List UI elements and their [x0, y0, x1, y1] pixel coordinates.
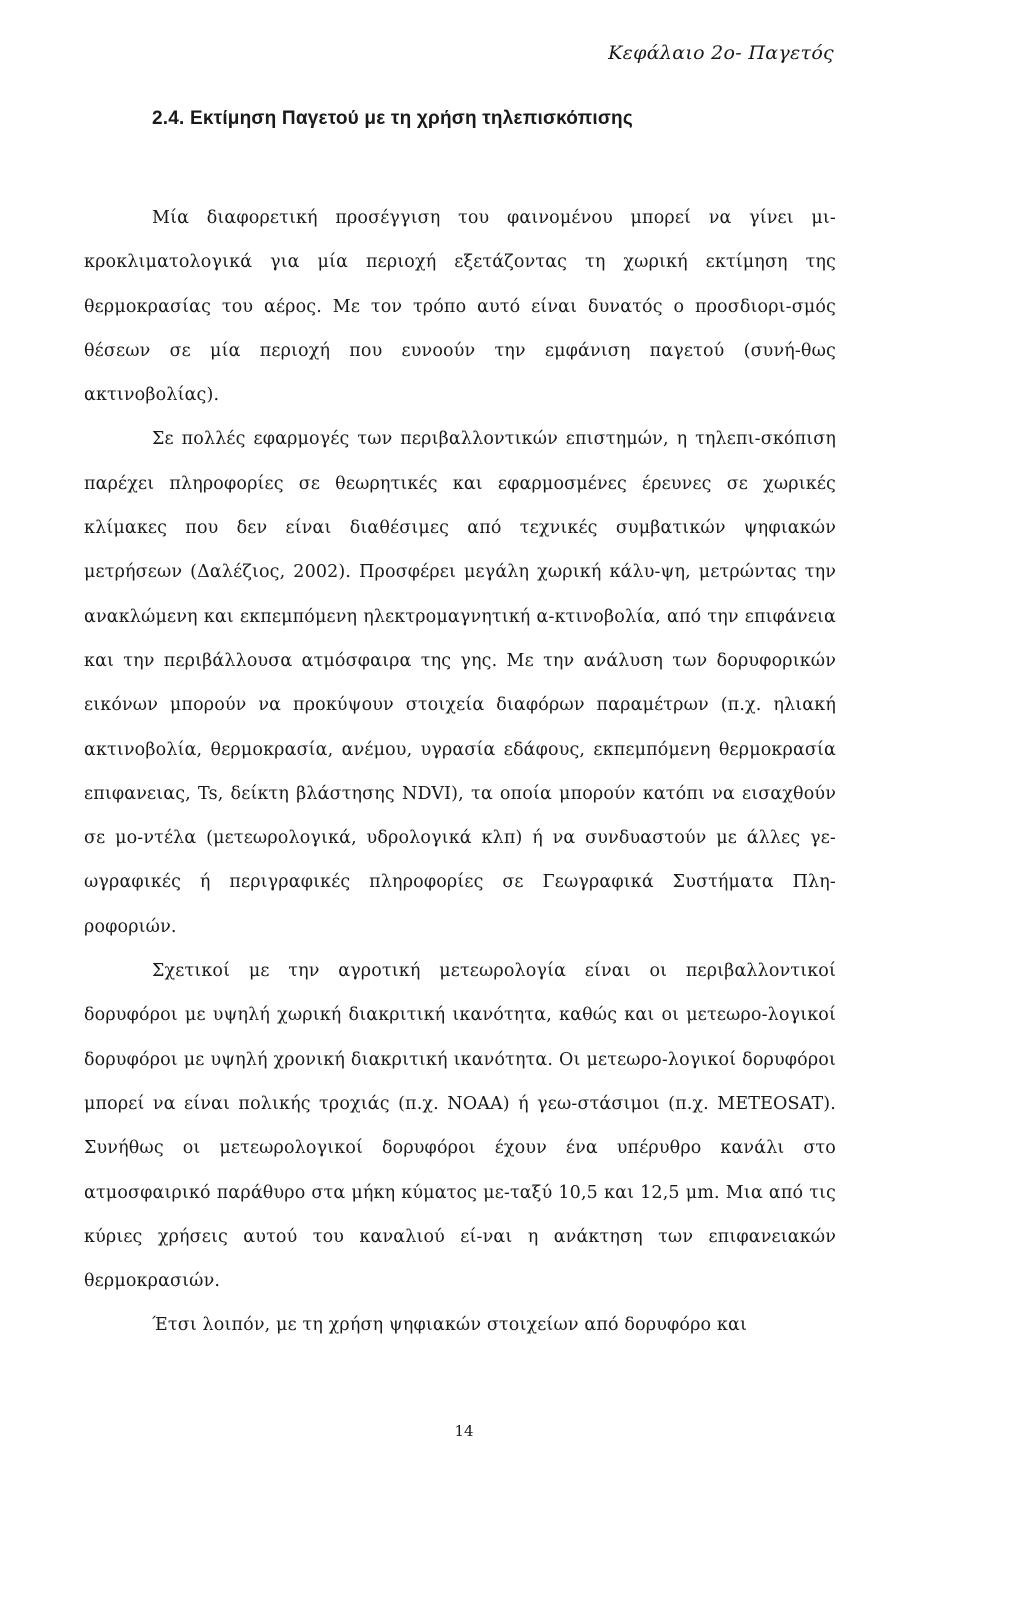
paragraph-satellites: Σχετικοί με την αγροτική μετεωρολογία είναι οι περιβαλλοντικοί δορυφόροι με υψηλή χωρική διακριτική ικανότητα, καθώς και οι μετεωρο-λογικοί δορυφόροι με υψηλή χρονική διακριτική ικανότητα. Οι μετεωρο-λογικοί δορυφόροι μπορεί να είναι πολικής τροχιάς (π.χ. NOAA) ή γεω-στάσιμοι (π.χ. METEOSAT). Συνήθως οι μετεωρολογικοί δορυφόροι έχουν ένα υπέρυθρο κανάλι στο ατμοσφαιρικό παράθυρο στα μήκη κύματος με-ταξύ 10,5 και 12,5 μm. Μια από τις κύριες χρήσεις αυτού του καναλιού εί-ναι η ανάκτηση των επιφανειακών θερμοκρασιών.: [84, 961, 836, 1292]
paragraph-conclusion: Έτσι λοιπόν, με τη χρήση ψηφιακών στοιχείων από δορυφόρο και: [152, 1315, 747, 1336]
page-number: 14: [454, 1422, 474, 1440]
running-header: Κεφάλαιο 2ο- Παγετός: [608, 42, 834, 64]
paragraph-remote-sensing: Σε πολλές εφαρμογές των περιβαλλοντικών επιστημών, η τηλεπι-σκόπιση παρέχει πληροφορίες σε θεωρητικές και εφαρμοσμένες έρευνες σε χωρικές κλίμακες που δεν είναι διαθέσιμες από τεχνικές συμβατικών ψηφιακών μετρήσεων (Δαλέζιος, 2002). Προσφέρει μεγάλη χωρική κάλυ-ψη, μετρώντας την ανακλώμενη και εκπεμπόμενη ηλεκτρομαγνητική α-κτινοβολία, από την επιφάνεια και την περιβάλλουσα ατμόσφαιρα της γης. Με την ανάλυση των δορυφορικών εικόνων μπορούν να προκύψουν στοιχεία διαφόρων παραμέτρων (π.χ. ηλιακή ακτινοβολία, θερμοκρασία, ανέμου, υγρασία εδάφους, εκπεμπόμενη θερμοκρασία επιφανειας, Ts, δείκτη βλάστησης NDVI), τα οποία μπορούν κατόπι να εισαχθούν σε μο-ντέλα (μετεωρολογικά, υδρολογικά κλπ) ή να συνδυαστούν με άλλες γε-ωγραφικές ή περιγραφικές πληροφορίες σε Γεωγραφικά Συστήματα Πλη-ροφοριών.: [84, 429, 836, 937]
section-title: 2.4. Εκτίμηση Παγετού με τη χρήση τηλεπισκόπισης: [152, 108, 633, 129]
paragraph-microclimate: Μία διαφορετική προσέγγιση του φαινομένου μπορεί να γίνει μι-κροκλιματολογικά για μία περιοχή εξετάζοντας τη χωρική εκτίμηση της θερμοκρασίας του αέρος. Με τον τρόπο αυτό είναι δυνατός ο προσδιορι-σμός θέσεων σε μία περιοχή που ευνοούν την εμφάνιση παγετού (συνή-θως ακτινοβολίας).: [84, 208, 836, 406]
body-text: [84, 196, 836, 1348]
